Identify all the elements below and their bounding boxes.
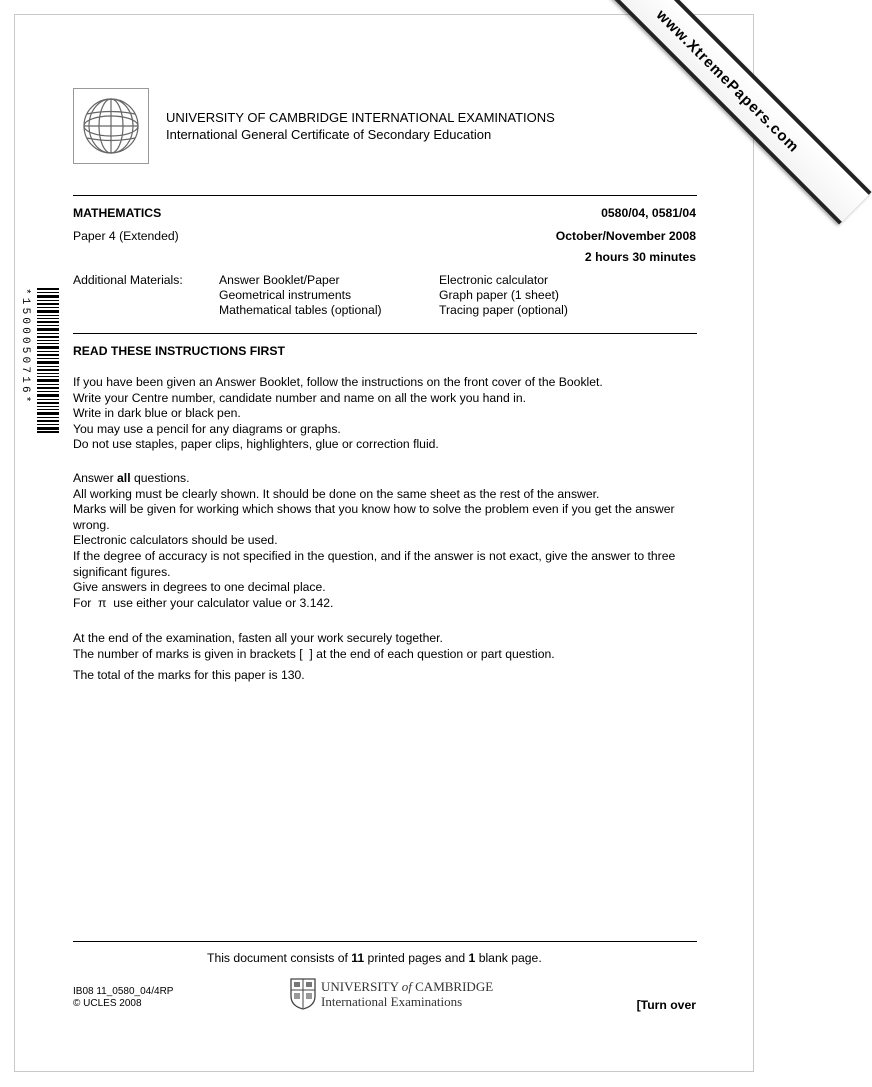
instruction-line: Write in dark blue or black pen.: [73, 406, 241, 421]
page-count: [207, 950, 542, 966]
blank-pages-count: 1: [468, 951, 476, 965]
material-item: Graph paper (1 sheet): [439, 288, 559, 302]
syllabus-codes: 0580/04, 0581/04: [601, 206, 696, 220]
material-item: Electronic calculator: [439, 273, 549, 287]
turn-over: [Turn over: [636, 998, 696, 1012]
certificate-title: International General Certificate of Secondary Education: [166, 127, 492, 142]
paper-name: Paper 4 (Extended): [73, 229, 179, 243]
answer-suffix: questions.: [130, 471, 190, 485]
printed-pages-count: 11: [351, 951, 365, 965]
material-item: Answer Booklet/Paper: [219, 273, 340, 287]
material-item: Mathematical tables (optional): [219, 303, 382, 317]
instruction-line: Electronic calculators should be used.: [73, 533, 278, 548]
material-item: Tracing paper (optional): [439, 303, 568, 317]
page-count-text: blank page.: [475, 951, 542, 965]
instructions-block-1: [73, 375, 693, 453]
instruction-line: Do not use staples, paper clips, highlighters, glue or correction fluid.: [73, 437, 439, 452]
instruction-line: You may use a pencil for any diagrams or graphs.: [73, 421, 341, 436]
copyright: © UCLES 2008: [73, 998, 142, 1009]
middle-rule: [73, 333, 697, 334]
page-count-text: This document consists of: [207, 951, 352, 965]
globe-icon: [74, 89, 148, 163]
university-title: UNIVERSITY OF CAMBRIDGE INTERNATIONAL EXAMINATIONS: [166, 110, 555, 125]
crest-icon: [290, 978, 316, 1010]
exam-session: October/November 2008: [555, 229, 696, 243]
globe-logo: [73, 88, 149, 164]
instruction-line: If the degree of accuracy is not specified in the question, and if the answer is not exact, give the answer to three significant figures.: [73, 548, 676, 579]
instruction-line: For π use either your calculator value or 3.142.: [73, 595, 334, 610]
top-rule: [73, 195, 697, 196]
page-count-text: printed pages and: [364, 951, 469, 965]
total-marks: The total of the marks for this paper is 130.: [73, 668, 305, 682]
material-item: Geometrical instruments: [219, 288, 352, 302]
footer-rule: [73, 941, 697, 942]
materials-label: Additional Materials:: [73, 273, 183, 287]
instruction-line: Give answers in degrees to one decimal place.: [73, 580, 326, 595]
instruction-line: If you have been given an Answer Booklet, follow the instructions on the front cover of the Booklet.: [73, 375, 603, 389]
instruction-line: The number of marks is given in brackets [ ] at the end of each question or part question.: [73, 646, 555, 661]
instructions-block-2: [73, 471, 693, 611]
barcode-number: *1500050716*: [19, 288, 31, 406]
cambridge-crest-icon: [290, 978, 316, 1010]
instructions-heading: READ THESE INSTRUCTIONS FIRST: [73, 344, 285, 358]
watermark-text: www.XtremePapers.com: [653, 6, 803, 156]
exam-duration: 2 hours 30 minutes: [584, 250, 696, 264]
instructions-block-3: [73, 631, 693, 662]
document-reference: IB08 11_0580_04/4RP: [73, 986, 174, 997]
logo-text: UNIVERSITY: [321, 979, 402, 994]
instruction-line: All working must be clearly shown. It should be done on the same sheet as the rest of the answer.: [73, 486, 600, 501]
watermark-band: [584, 0, 871, 225]
answer-all-line: [73, 471, 693, 487]
barcode: [37, 288, 59, 433]
subject: MATHEMATICS: [73, 206, 162, 220]
instruction-line: Marks will be given for working which shows that you know how to solve the problem even if you get the answer wrong.: [73, 502, 675, 532]
instruction-line: At the end of the examination, fasten all your work securely together.: [73, 631, 443, 645]
cambridge-logo-line2: International Examinations: [321, 994, 463, 1009]
logo-text: of: [401, 979, 412, 994]
answer-emphasis: all: [117, 471, 131, 485]
cambridge-logo-line1: [321, 980, 493, 994]
logo-text: CAMBRIDGE: [411, 979, 494, 994]
answer-prefix: Answer: [73, 471, 118, 485]
instruction-line: Write your Centre number, candidate number and name on all the work you hand in.: [73, 390, 527, 405]
